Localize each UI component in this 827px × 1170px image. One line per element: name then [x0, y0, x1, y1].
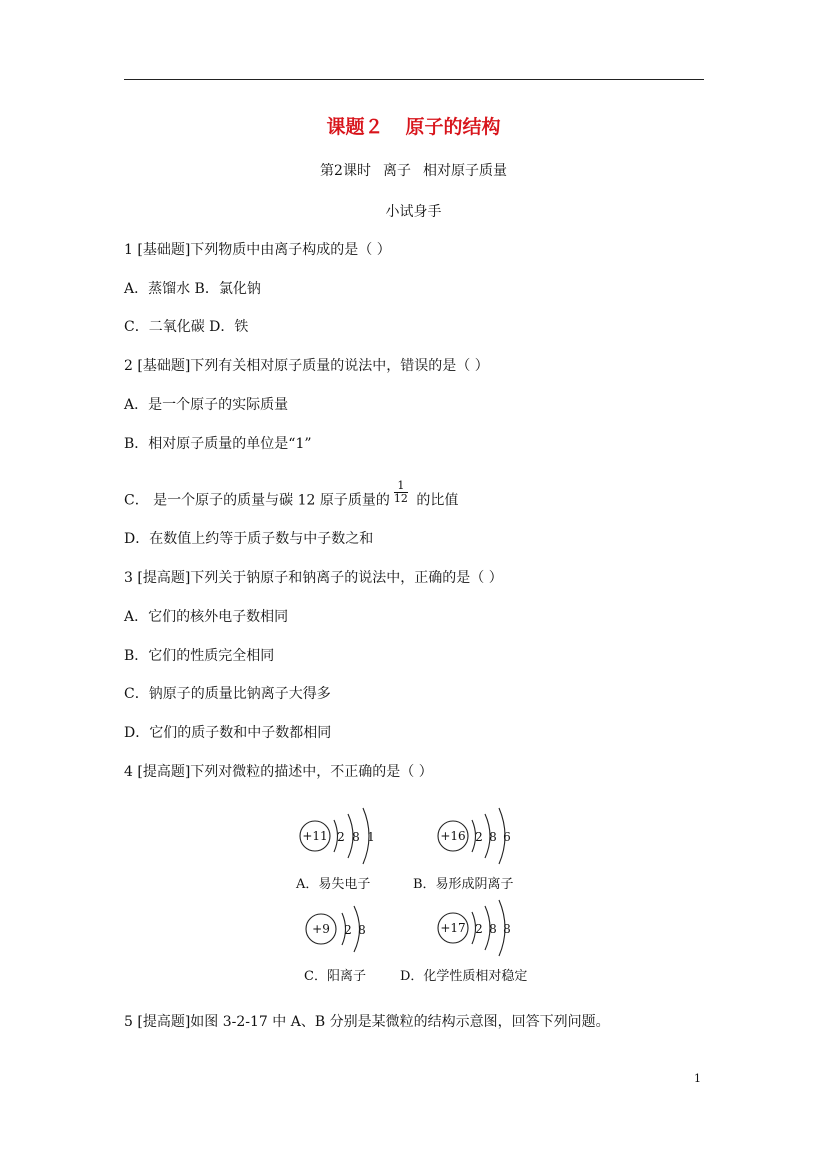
question-1-option-cd: C．二氧化碳 D．铁 — [124, 319, 249, 335]
question-4-stem: 4 [提高题]下列对微粒的描述中，不正确的是（ ） — [124, 764, 433, 780]
fraction-denominator: 12 — [393, 492, 408, 505]
atomic-structure-figure — [280, 800, 550, 990]
question-2-stem: 2 [基础题]下列有关相对原子质量的说法中，错误的是（ ） — [124, 358, 489, 374]
nucleus-label-c: +9 — [312, 922, 330, 936]
caption-d: D．化学性质相对稳定 — [400, 969, 528, 984]
question-5-stem: 5 [提高题]如图 3-2-17 中 A、B 分别是某微粒的结构示意图，回答下列问题。 — [124, 1014, 610, 1030]
page-title — [0, 112, 827, 139]
subtitle-topic-ion: 离子 — [382, 163, 411, 179]
page-number: 1 — [694, 1072, 701, 1085]
question-3-stem: 3 [提高题]下列关于钠原子和钠离子的说法中，正确的是（ ） — [124, 570, 503, 586]
question-2-option-c — [124, 479, 459, 513]
title-lesson: 课题２ — [326, 116, 384, 138]
subtitle-lesson: 第2课时 — [320, 163, 371, 179]
nucleus-label-a: +11 — [302, 829, 328, 843]
question-2-option-d: D．在数值上约等于质子数与中子数之和 — [124, 531, 374, 547]
page-subtitle — [0, 160, 827, 180]
title-topic: 原子的结构 — [405, 116, 501, 138]
shell-count-a-2: 8 — [352, 830, 360, 844]
option-c-prefix: C． 是一个原子的质量与碳 12 原子质量的 — [124, 492, 390, 509]
caption-b: B．易形成阴离子 — [413, 877, 514, 892]
fraction-one-twelfth — [394, 480, 408, 505]
shell-count-c-2: 8 — [358, 923, 366, 937]
question-2-option-b: B．相对原子质量的单位是“1” — [124, 436, 312, 452]
subtitle-topic-mass: 相对原子质量 — [422, 163, 507, 179]
nucleus-label-d: +17 — [440, 921, 466, 935]
caption-c: C．阳离子 — [304, 969, 366, 984]
shell-count-b-3: 6 — [503, 830, 511, 844]
shell-count-a-3: 1 — [367, 830, 375, 844]
question-3-option-d: D．它们的质子数和中子数都相同 — [124, 725, 332, 741]
question-2-option-a: A．是一个原子的实际质量 — [124, 397, 289, 413]
question-3-option-a: A．它们的核外电子数相同 — [124, 609, 289, 625]
header-rule — [124, 79, 704, 80]
section-heading: 小试身手 — [385, 204, 442, 220]
nucleus-label-b: +16 — [440, 829, 466, 843]
question-3-option-c: C．钠原子的质量比钠离子大得多 — [124, 686, 331, 702]
option-c-suffix: 的比值 — [411, 492, 459, 509]
shell-count-d-1: 2 — [475, 922, 483, 936]
question-1-option-ab: A．蒸馏水 B．氯化钠 — [124, 281, 261, 297]
shell-count-b-1: 2 — [475, 830, 483, 844]
caption-a: A．易失电子 — [296, 877, 371, 892]
shell-count-d-2: 8 — [489, 922, 497, 936]
question-1-stem: 1 [基础题]下列物质中由离子构成的是（ ） — [124, 242, 391, 258]
shell-count-d-3: 8 — [503, 922, 511, 936]
shell-count-c-1: 2 — [344, 923, 352, 937]
shell-count-b-2: 8 — [489, 830, 497, 844]
fraction-numerator: 1 — [394, 480, 408, 493]
shell-count-a-1: 2 — [337, 830, 345, 844]
question-3-option-b: B．它们的性质完全相同 — [124, 648, 275, 664]
